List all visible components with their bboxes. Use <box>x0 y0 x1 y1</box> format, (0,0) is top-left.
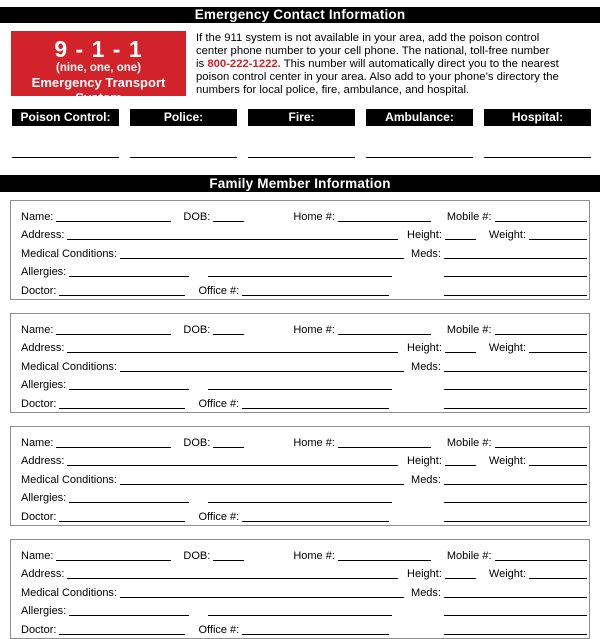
member-row-doctor <box>21 393 587 412</box>
meds-line <box>444 481 587 485</box>
member-row-name <box>21 545 587 564</box>
emergency-transport-system-label: Emergency Transport System <box>31 75 166 105</box>
weight-label: Weight: <box>488 568 526 581</box>
dob-line <box>213 331 244 335</box>
medical-conditions-label: Medical Conditions: <box>21 586 117 599</box>
name-label: Name: <box>21 323 54 336</box>
address-label: Address: <box>21 342 65 355</box>
member-row-name <box>21 319 587 338</box>
instructions-line-3-before: is <box>196 58 208 70</box>
mobile-phone-line <box>495 557 587 561</box>
meds-continuation-line <box>444 499 587 503</box>
height-label: Height: <box>407 568 442 581</box>
meds-continuation-line <box>444 273 587 277</box>
contact-label-police: Police: <box>130 109 237 126</box>
family-member-banner <box>0 175 600 192</box>
ambulance-phone-line <box>366 156 473 158</box>
allergies-continuation-line <box>208 612 392 616</box>
member-row-name <box>21 206 587 225</box>
doctor-label: Doctor: <box>21 623 57 636</box>
height-line <box>445 462 476 466</box>
doctor-label: Doctor: <box>21 284 57 297</box>
allergies-line <box>69 273 189 277</box>
meds-label: Meds: <box>411 360 441 373</box>
member-row-name <box>21 432 587 451</box>
name-line <box>56 331 171 335</box>
doctor-line <box>59 405 185 409</box>
medical-conditions-line <box>120 594 404 598</box>
meds-continuation-line-2 <box>444 518 587 522</box>
member-row-allergies <box>21 601 587 620</box>
member-row-address <box>21 225 587 244</box>
dob-label: DOB: <box>183 323 211 336</box>
instructions-line-4: poison control center in your area. Also add to your phone’s directory the <box>196 71 559 83</box>
height-label: Height: <box>407 229 442 242</box>
instructions-line-3 <box>196 58 559 71</box>
meds-line <box>444 368 587 372</box>
address-line <box>67 236 398 240</box>
mobile-phone-label: Mobile #: <box>446 436 492 449</box>
police-phone-line <box>130 156 237 158</box>
allergies-line <box>69 612 189 616</box>
home-phone-line <box>338 444 431 448</box>
mobile-phone-line <box>495 331 587 335</box>
emergency-contacts-label-row <box>12 109 600 126</box>
call-911-number-words: (nine, one, one) <box>56 62 141 74</box>
medical-conditions-label: Medical Conditions: <box>21 473 117 486</box>
weight-line <box>529 462 587 466</box>
meds-continuation-line-2 <box>444 405 587 409</box>
height-line <box>445 575 476 579</box>
doctor-line <box>59 518 185 522</box>
doctor-line <box>59 631 185 635</box>
meds-line <box>444 255 587 259</box>
name-line <box>56 444 171 448</box>
address-line <box>67 462 398 466</box>
mobile-phone-line <box>495 444 587 448</box>
height-label: Height: <box>407 455 442 468</box>
medical-conditions-line <box>120 368 404 372</box>
meds-continuation-line-2 <box>444 631 587 635</box>
hospital-phone-line <box>484 156 591 158</box>
office-phone-line <box>242 405 389 409</box>
office-phone-line <box>242 518 389 522</box>
meds-label: Meds: <box>411 473 441 486</box>
family-member-list <box>10 200 590 639</box>
dob-label: DOB: <box>183 210 211 223</box>
call-911-number: 9 - 1 - 1 <box>54 36 143 62</box>
contact-label-poison-control: Poison Control: <box>12 109 119 126</box>
meds-continuation-line-2 <box>444 292 587 296</box>
member-row-doctor <box>21 506 587 525</box>
home-phone-label: Home #: <box>293 549 335 562</box>
poison-control-phone-line <box>12 156 119 158</box>
family-member-title: Family Member Information <box>209 176 391 191</box>
emergency-contacts-line-row <box>12 156 600 158</box>
meds-continuation-line <box>444 612 587 616</box>
mobile-phone-label: Mobile #: <box>446 323 492 336</box>
office-phone-label: Office #: <box>198 623 240 636</box>
home-phone-label: Home #: <box>293 436 335 449</box>
instructions-line-3-after: This number will automatically direct you to the nearest <box>280 58 559 70</box>
height-label: Height: <box>407 342 442 355</box>
member-row-medical <box>21 582 587 601</box>
member-row-allergies <box>21 375 587 394</box>
dob-line <box>213 218 244 222</box>
weight-label: Weight: <box>488 342 526 355</box>
poison-control-instructions <box>196 31 559 97</box>
office-phone-line <box>242 292 389 296</box>
poison-control-phone-number: 800-222-1222. <box>207 58 281 70</box>
home-phone-line <box>338 218 431 222</box>
address-label: Address: <box>21 455 65 468</box>
fire-phone-line <box>248 156 355 158</box>
doctor-label: Doctor: <box>21 397 57 410</box>
office-phone-label: Office #: <box>198 284 240 297</box>
name-label: Name: <box>21 436 54 449</box>
intro-section <box>11 31 592 105</box>
name-label: Name: <box>21 549 54 562</box>
meds-line <box>444 594 587 598</box>
instructions-line-1: If the 911 system is not available in your area, add the poison control <box>196 32 540 44</box>
address-label: Address: <box>21 568 65 581</box>
office-phone-label: Office #: <box>198 397 240 410</box>
dob-label: DOB: <box>183 436 211 449</box>
home-phone-label: Home #: <box>293 323 335 336</box>
weight-label: Weight: <box>488 229 526 242</box>
office-phone-label: Office #: <box>198 510 240 523</box>
meds-label: Meds: <box>411 247 441 260</box>
weight-label: Weight: <box>488 455 526 468</box>
member-row-doctor <box>21 619 587 638</box>
allergies-line <box>69 499 189 503</box>
height-line <box>445 349 476 353</box>
weight-line <box>529 236 587 240</box>
dob-label: DOB: <box>183 549 211 562</box>
office-phone-line <box>242 631 389 635</box>
contact-label-hospital: Hospital: <box>484 109 591 126</box>
family-member-box <box>10 539 590 639</box>
height-line <box>445 236 476 240</box>
member-row-address <box>21 564 587 583</box>
address-line <box>67 575 398 579</box>
mobile-phone-line <box>495 218 587 222</box>
family-member-box <box>10 200 590 300</box>
emergency-contact-title: Emergency Contact Information <box>194 7 406 22</box>
contact-label-ambulance: Ambulance: <box>366 109 473 126</box>
name-label: Name: <box>21 210 54 223</box>
member-row-allergies <box>21 488 587 507</box>
contact-label-fire: Fire: <box>248 109 355 126</box>
home-phone-line <box>338 557 431 561</box>
member-row-medical <box>21 243 587 262</box>
member-row-medical <box>21 356 587 375</box>
allergies-label: Allergies: <box>21 266 67 279</box>
weight-line <box>529 575 587 579</box>
mobile-phone-label: Mobile #: <box>446 210 492 223</box>
address-line <box>67 349 398 353</box>
home-phone-line <box>338 331 431 335</box>
allergies-continuation-line <box>208 273 392 277</box>
name-line <box>56 557 171 561</box>
call-911-box <box>11 31 186 105</box>
allergies-label: Allergies: <box>21 379 67 392</box>
weight-line <box>529 349 587 353</box>
member-row-address <box>21 338 587 357</box>
meds-continuation-line <box>444 386 587 390</box>
member-row-address <box>21 451 587 470</box>
mobile-phone-label: Mobile #: <box>446 549 492 562</box>
address-label: Address: <box>21 229 65 242</box>
member-row-allergies <box>21 262 587 281</box>
allergies-line <box>69 386 189 390</box>
medical-conditions-label: Medical Conditions: <box>21 247 117 260</box>
doctor-line <box>59 292 185 296</box>
instructions-line-2: center phone number to your cell phone. The national, toll-free number <box>196 45 550 57</box>
dob-line <box>213 557 244 561</box>
doctor-label: Doctor: <box>21 510 57 523</box>
family-member-box <box>10 313 590 413</box>
dob-line <box>213 444 244 448</box>
meds-label: Meds: <box>411 586 441 599</box>
name-line <box>56 218 171 222</box>
allergies-continuation-line <box>208 386 392 390</box>
instructions-line-5: numbers for local police, fire, ambulance, and hospital. <box>196 84 470 96</box>
emergency-contact-banner <box>0 7 600 23</box>
member-row-doctor <box>21 280 587 299</box>
allergies-label: Allergies: <box>21 492 67 505</box>
home-phone-label: Home #: <box>293 210 335 223</box>
medical-conditions-line <box>120 481 404 485</box>
allergies-label: Allergies: <box>21 605 67 618</box>
member-row-medical <box>21 469 587 488</box>
family-member-box <box>10 426 590 526</box>
medical-conditions-label: Medical Conditions: <box>21 360 117 373</box>
allergies-continuation-line <box>208 499 392 503</box>
medical-conditions-line <box>120 255 404 259</box>
